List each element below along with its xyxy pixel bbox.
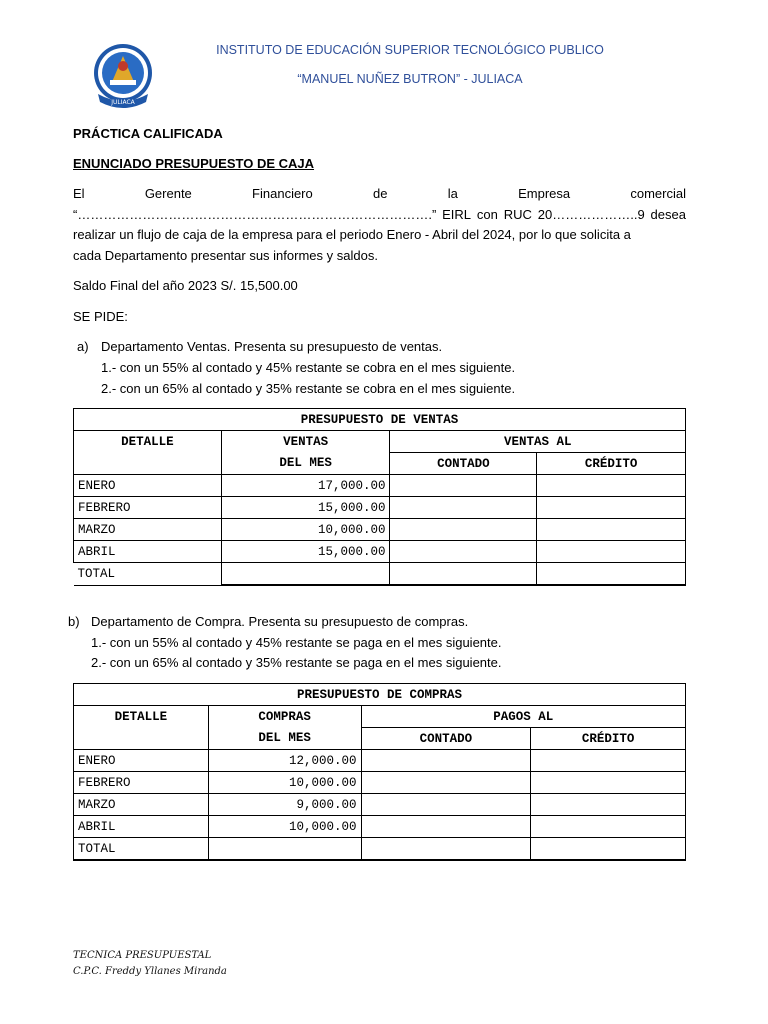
se-pide: SE PIDE:	[73, 309, 128, 324]
intro-line-1: El Gerente Financiero de la Empresa comercial	[73, 186, 686, 201]
section-b-marker: b)	[68, 614, 80, 629]
contado-cell[interactable]	[390, 475, 537, 497]
intro-paragraph	[73, 184, 686, 266]
row-value: 10,000.00	[221, 519, 390, 541]
col-group: PAGOS AL	[361, 706, 685, 728]
institute-subtitle: “MANUEL NUÑEZ BUTRON” - JULIACA	[297, 72, 523, 86]
total-row	[74, 563, 686, 586]
row-label: ABRIL	[74, 541, 222, 563]
total-credito-cell[interactable]	[537, 563, 686, 586]
row-value: 12,000.00	[208, 750, 361, 772]
table-row	[74, 772, 686, 794]
total-ventas-cell[interactable]	[221, 563, 390, 586]
row-value: 15,000.00	[221, 541, 390, 563]
col-ventas: VENTAS	[221, 431, 390, 453]
row-label: MARZO	[74, 794, 209, 816]
doc-title: PRÁCTICA CALIFICADA	[73, 126, 223, 141]
col-del-mes: DEL MES	[208, 728, 361, 750]
purchases-budget-table	[73, 683, 686, 861]
row-label: FEBRERO	[74, 497, 222, 519]
table-row	[74, 475, 686, 497]
contado-cell[interactable]	[361, 772, 531, 794]
col-credito: CRÉDITO	[531, 728, 686, 750]
col-compras: COMPRAS	[208, 706, 361, 728]
credito-cell[interactable]	[537, 519, 686, 541]
table-title: PRESUPUESTO DE COMPRAS	[74, 684, 686, 706]
total-contado-cell[interactable]	[390, 563, 537, 586]
contado-cell[interactable]	[390, 519, 537, 541]
section-b-item-2: 2.- con un 65% al contado y 35% restante se paga en el mes siguiente.	[91, 655, 502, 670]
col-group: VENTAS AL	[390, 431, 686, 453]
row-label: FEBRERO	[74, 772, 209, 794]
row-value: 15,000.00	[221, 497, 390, 519]
saldo-final: Saldo Final del año 2023 S/. 15,500.00	[73, 278, 298, 293]
row-label: ABRIL	[74, 816, 209, 838]
table-row	[74, 794, 686, 816]
total-compras-cell[interactable]	[208, 838, 361, 861]
footer-course: TECNICA PRESUPUESTAL	[73, 950, 212, 961]
col-contado: CONTADO	[361, 728, 531, 750]
credito-cell[interactable]	[531, 794, 686, 816]
row-label: MARZO	[74, 519, 222, 541]
section-a-heading: Departamento Ventas. Presenta su presupuesto de ventas.	[101, 339, 443, 354]
row-value: 17,000.00	[221, 475, 390, 497]
table-title: PRESUPUESTO DE VENTAS	[74, 409, 686, 431]
intro-line-3: realizar un flujo de caja de la empresa para el periodo Enero - Abril del 2024, por lo que solicita a	[73, 227, 631, 242]
section-b-item-1: 1.- con un 55% al contado y 45% restante se paga en el mes siguiente.	[91, 635, 502, 650]
footer-author: C.P.C. Freddy Yllanes Miranda	[73, 966, 227, 977]
col-contado: CONTADO	[390, 453, 537, 475]
col-detalle: DETALLE	[74, 706, 209, 728]
section-b-heading: Departamento de Compra. Presenta su presupuesto de compras.	[91, 614, 469, 629]
contado-cell[interactable]	[390, 497, 537, 519]
logo-text: JULIACA	[111, 99, 135, 106]
intro-line-2: “……………………………………………………………………….” EIRL con RUC 20………………..9 desea	[73, 206, 686, 222]
section-a-item-1: 1.- con un 55% al contado y 45% restante se cobra en el mes siguiente.	[101, 360, 516, 375]
total-credito-cell[interactable]	[531, 838, 686, 861]
col-del-mes: DEL MES	[221, 453, 390, 475]
credito-cell[interactable]	[537, 475, 686, 497]
sales-budget-table	[73, 408, 686, 586]
row-value: 10,000.00	[208, 816, 361, 838]
section-a-marker: a)	[77, 339, 89, 354]
table-row	[74, 816, 686, 838]
row-label: ENERO	[74, 475, 222, 497]
credito-cell[interactable]	[531, 772, 686, 794]
total-label: TOTAL	[74, 838, 209, 861]
credito-cell[interactable]	[537, 541, 686, 563]
contado-cell[interactable]	[390, 541, 537, 563]
col-detalle: DETALLE	[74, 431, 222, 453]
doc-subtitle: ENUNCIADO PRESUPUESTO DE CAJA	[73, 156, 315, 171]
col-credito: CRÉDITO	[537, 453, 686, 475]
credito-cell[interactable]	[531, 816, 686, 838]
table-row	[74, 497, 686, 519]
intro-line-4: cada Departamento presentar sus informes y saldos.	[73, 247, 378, 263]
row-label: ENERO	[74, 750, 209, 772]
table-row	[74, 541, 686, 563]
total-contado-cell[interactable]	[361, 838, 531, 861]
section-a-item-2: 2.- con un 65% al contado y 35% restante se cobra en el mes siguiente.	[101, 381, 516, 396]
contado-cell[interactable]	[361, 794, 531, 816]
total-label: TOTAL	[74, 563, 222, 586]
institute-name: INSTITUTO DE EDUCACIÓN SUPERIOR TECNOLÓGICO PUBLICO	[216, 43, 604, 57]
row-value: 9,000.00	[208, 794, 361, 816]
contado-cell[interactable]	[361, 816, 531, 838]
table-row	[74, 519, 686, 541]
row-value: 10,000.00	[208, 772, 361, 794]
credito-cell[interactable]	[537, 497, 686, 519]
contado-cell[interactable]	[361, 750, 531, 772]
credito-cell[interactable]	[531, 750, 686, 772]
total-row	[74, 838, 686, 861]
table-row	[74, 750, 686, 772]
